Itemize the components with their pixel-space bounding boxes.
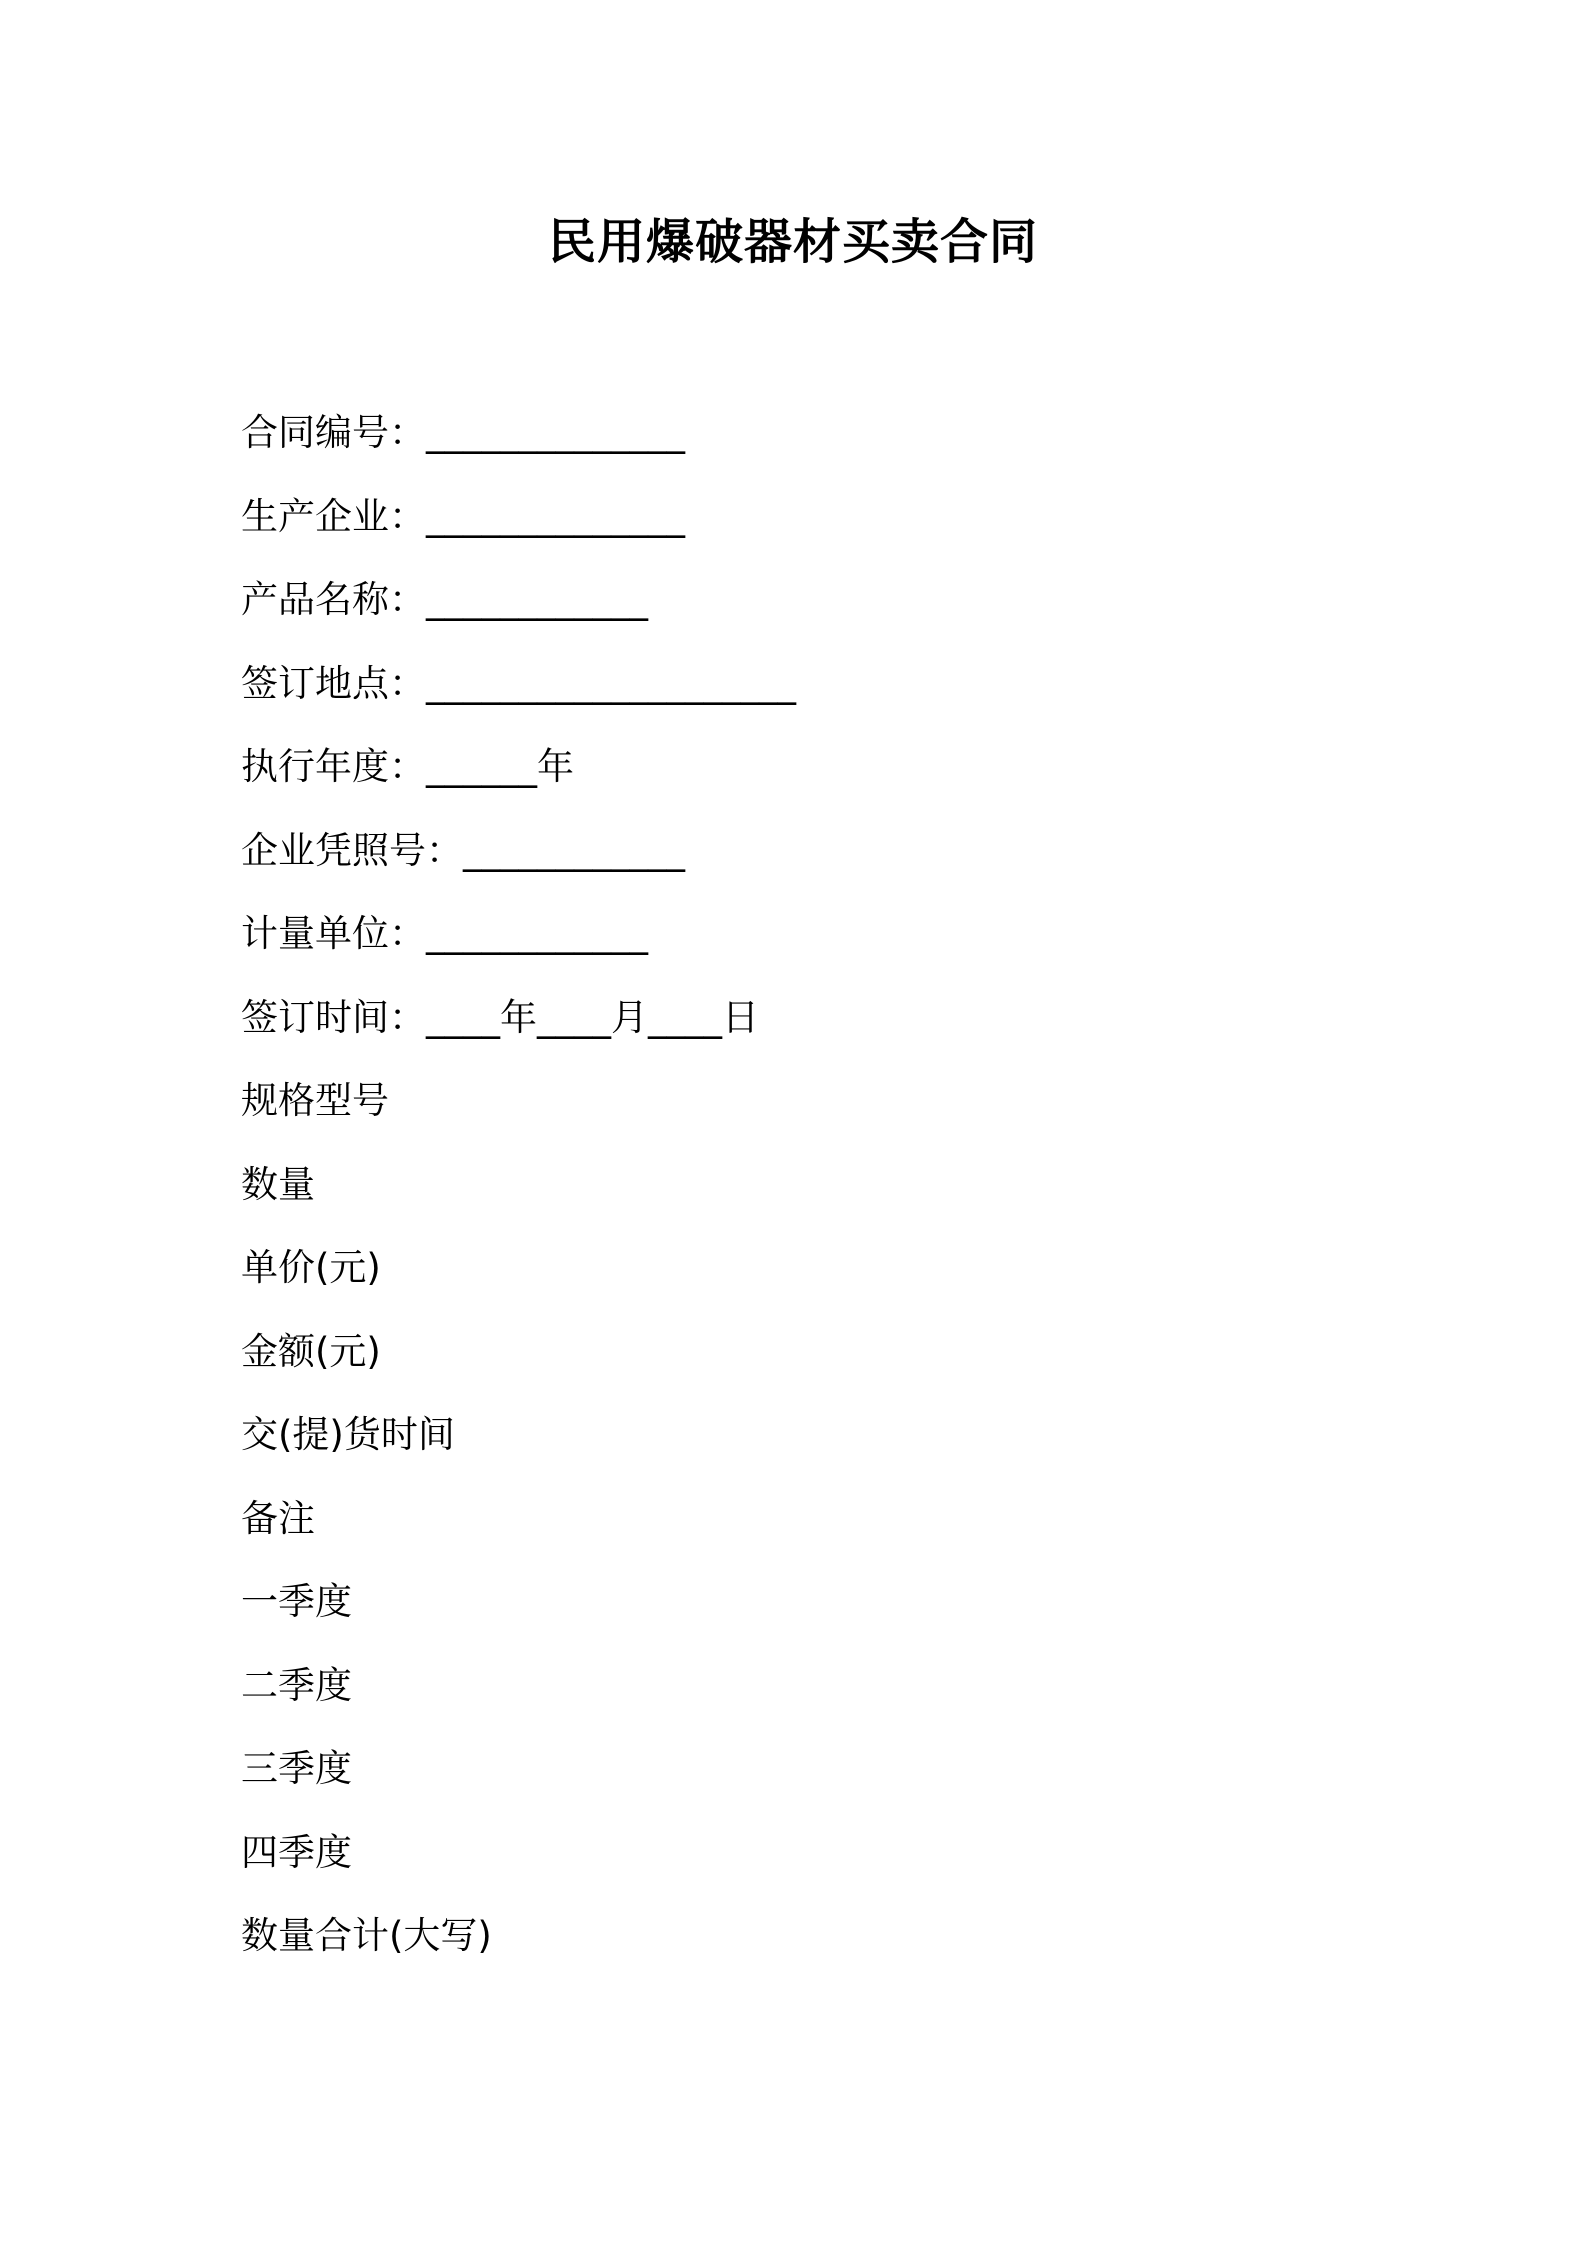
manufacturer-field: 生产企业：______________ (241, 494, 685, 538)
enterprise-license-field: 企业凭照号：____________ (241, 828, 685, 872)
signing-place-field: 签订地点：____________________ (241, 661, 796, 705)
execution-year-field: 执行年度：______年 (241, 745, 574, 788)
quarter-1-label: 一季度 (241, 1580, 352, 1623)
product-name-field: 产品名称：____________ (241, 578, 648, 621)
quarter-4-label: 四季度 (241, 1830, 352, 1874)
signing-date-field: 签订时间：____年____月____日 (241, 995, 759, 1039)
document-body (241, 405, 1341, 1992)
quantity-total-label: 数量合计(大写) (241, 1914, 492, 1957)
unit-price-label: 单价(元) (241, 1246, 381, 1289)
spec-model-label: 规格型号 (241, 1079, 389, 1122)
contract-number-field: 合同编号：______________ (241, 411, 685, 454)
document-title: 民用爆破器材买卖合同 (547, 214, 1038, 270)
amount-label: 金额(元) (241, 1329, 381, 1373)
quarter-2-label: 二季度 (241, 1663, 352, 1707)
quantity-label: 数量 (241, 1162, 315, 1206)
remarks-label: 备注 (241, 1496, 315, 1540)
delivery-time-label: 交(提)货时间 (241, 1413, 455, 1456)
measurement-unit-field: 计量单位：____________ (241, 912, 648, 955)
quarter-3-label: 三季度 (241, 1747, 352, 1790)
